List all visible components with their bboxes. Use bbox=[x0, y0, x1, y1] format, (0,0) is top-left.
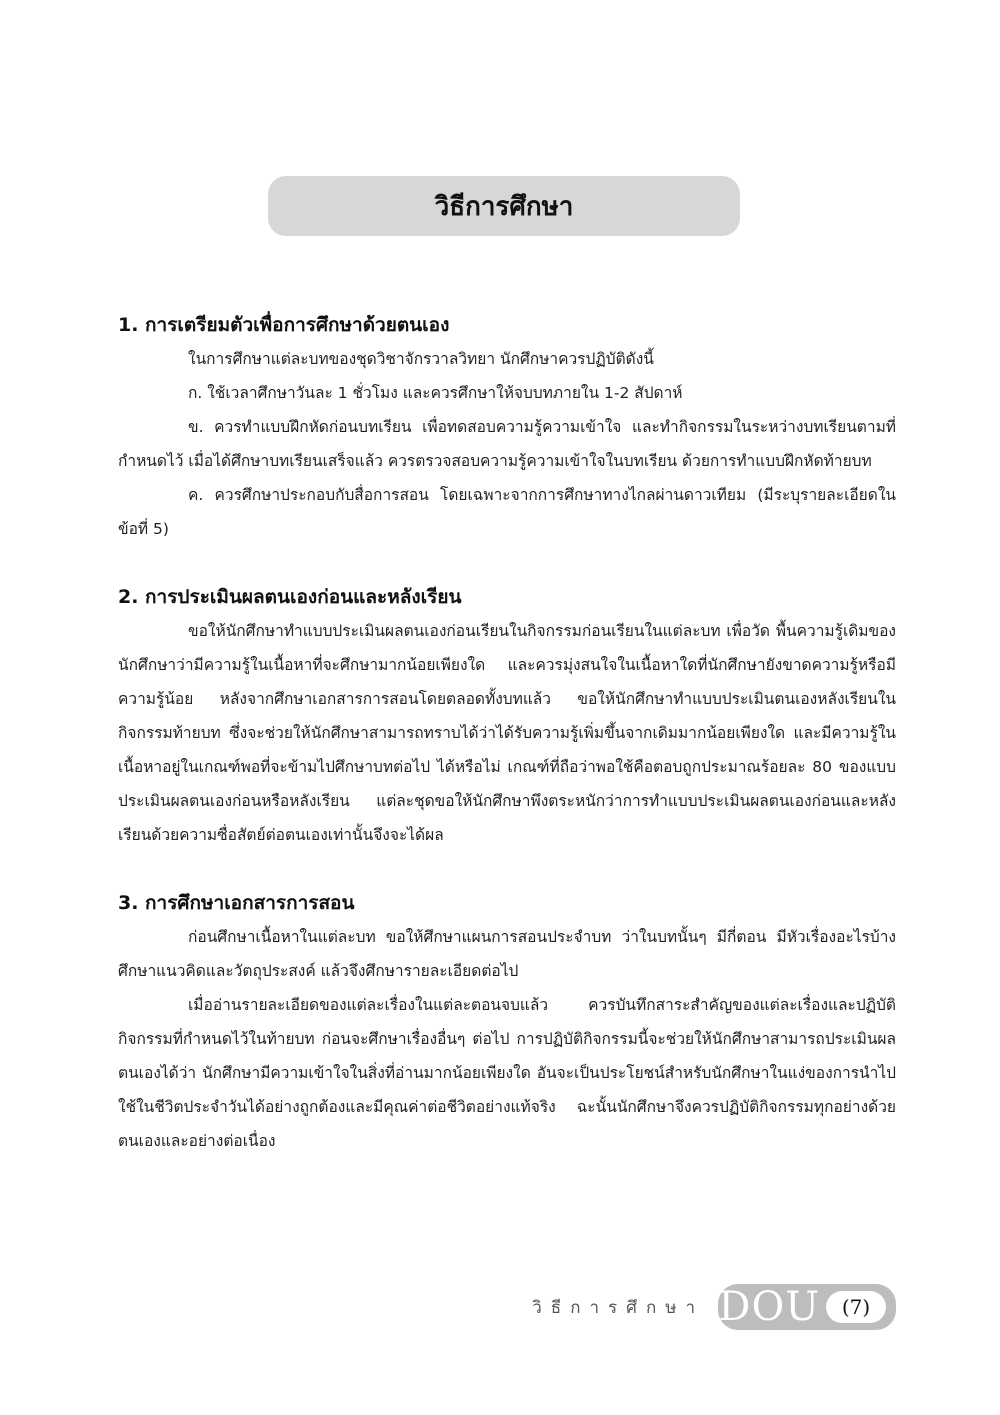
section-heading: 3. การศึกษาเอกสารการสอน bbox=[118, 892, 355, 914]
paragraph: ขอให้นักศึกษาทำแบบประเมินผลตนเองก่อนเรียนในกิจกรรมก่อนเรียนในแต่ละบท เพื่อวัด พื้นความรู้เดิมของนักศึกษาว่ามีความรู้ในเนื้อหาที่จะศึกษามากน้อยเพียงใด และควรมุ่งสนใจในเนื้อหาใดที่นักศึกษายังขาดความรู้หรือมีความรู้น้อย หลังจากศึกษาเอกสารการสอนโดยตลอดทั้งบทแล้ว ขอให้นักศึกษาทำแบบประเมินตนเองหลังเรียนในกิจกรรมท้ายบท ซึ่งจะช่วยให้นักศึกษาสามารถทราบได้ว่าได้รับความรู้เพิ่มขึ้นจากเดิมมากน้อยเพียงใด และมีความรู้ในเนื้อหาอยู่ในเกณฑ์พอที่จะข้ามไปศึกษาบทต่อไป ได้หรือไม่ เกณฑ์ที่ถือว่าพอใช้คือตอบถูกประมาณร้อยละ 80 ของแบบประเมินผลตนเองก่อนหรือหลังเรียน แต่ละชุดขอให้นักศึกษาพึงตระหนักว่าการทำแบบประเมินผลตนเองก่อนและหลังเรียนด้วยความซื่อสัตย์ต่อตนเองเท่านั้นจึงจะได้ผล bbox=[118, 622, 896, 844]
paragraph: ในการศึกษาแต่ละบทของชุดวิชาจักรวาลวิทยา นักศึกษาควรปฏิบัติดังนี้ bbox=[188, 350, 654, 368]
section-self-assessment bbox=[118, 580, 896, 852]
page-title-box bbox=[268, 176, 740, 236]
footer-badge bbox=[718, 1284, 896, 1330]
main-content bbox=[118, 308, 896, 1158]
page-number: (7) bbox=[826, 1291, 886, 1323]
section-spacer bbox=[118, 546, 896, 580]
section-study-materials bbox=[118, 886, 896, 1158]
running-title: วิธีการศึกษา bbox=[532, 1297, 704, 1318]
paragraph: เมื่ออ่านรายละเอียดของแต่ละเรื่องในแต่ละตอนจบแล้ว ควรบันทึกสาระสำคัญของแต่ละเรื่องและปฏิบัติกิจกรรมที่กำหนดไว้ในท้ายบท ก่อนจะศึกษาเรื่องอื่นๆ ต่อไป การปฏิบัติกิจกรรมนี้จะช่วยให้นักศึกษาสามารถประเมินผลตนเองได้ว่า นักศึกษามีความเข้าใจในสิ่งที่อ่านมากน้อยเพียงใด อันจะเป็นประโยชน์สำหรับนักศึกษาในแง่ของการนำไปใช้ในชีวิตประจำวันได้อย่างถูกต้องและมีคุณค่าต่อชีวิตอย่างแท้จริง ฉะนั้นนักศึกษาจึงควรปฏิบัติกิจกรรมทุกอย่างด้วยตนเองและอย่างต่อเนื่อง bbox=[118, 996, 896, 1150]
page-footer bbox=[532, 1283, 896, 1331]
section-heading: 2. การประเมินผลตนเองก่อนและหลังเรียน bbox=[118, 586, 462, 608]
section-heading: 1. การเตรียมตัวเพื่อการศึกษาด้วยตนเอง bbox=[118, 314, 450, 336]
paragraph: ก. ใช้เวลาศึกษาวันละ 1 ชั่วโมง และควรศึกษาให้จบบทภายใน 1-2 สัปดาห์ bbox=[188, 384, 683, 402]
paragraph: ก่อนศึกษาเนื้อหาในแต่ละบท ขอให้ศึกษาแผนการสอนประจำบท ว่าในบทนั้นๆ มีกี่ตอน มีหัวเรื่องอะไรบ้าง ศึกษาแนวคิดและวัตถุประสงค์ แล้วจึงศึกษารายละเอียดต่อไป bbox=[118, 928, 896, 980]
paragraph: ค. ควรศึกษาประกอบกับสื่อการสอน โดยเฉพาะจากการศึกษาทางไกลผ่านดาวเทียม (มีระบุรายละเอียดในข้อที่ 5) bbox=[118, 486, 896, 538]
page-title: วิธีการศึกษา bbox=[434, 191, 574, 222]
dou-logo: DOU bbox=[718, 1284, 820, 1330]
section-spacer bbox=[118, 852, 896, 886]
paragraph: ข. ควรทำแบบฝึกหัดก่อนบทเรียน เพื่อทดสอบความรู้ความเข้าใจ และทำกิจกรรมในระหว่างบทเรียนตามที่กำหนดไว้ เมื่อได้ศึกษาบทเรียนเสร็จแล้ว ควรตรวจสอบความรู้ความเข้าใจในบทเรียน ด้วยการทำแบบฝึกหัดท้ายบท bbox=[118, 418, 896, 470]
section-preparation bbox=[118, 308, 896, 546]
